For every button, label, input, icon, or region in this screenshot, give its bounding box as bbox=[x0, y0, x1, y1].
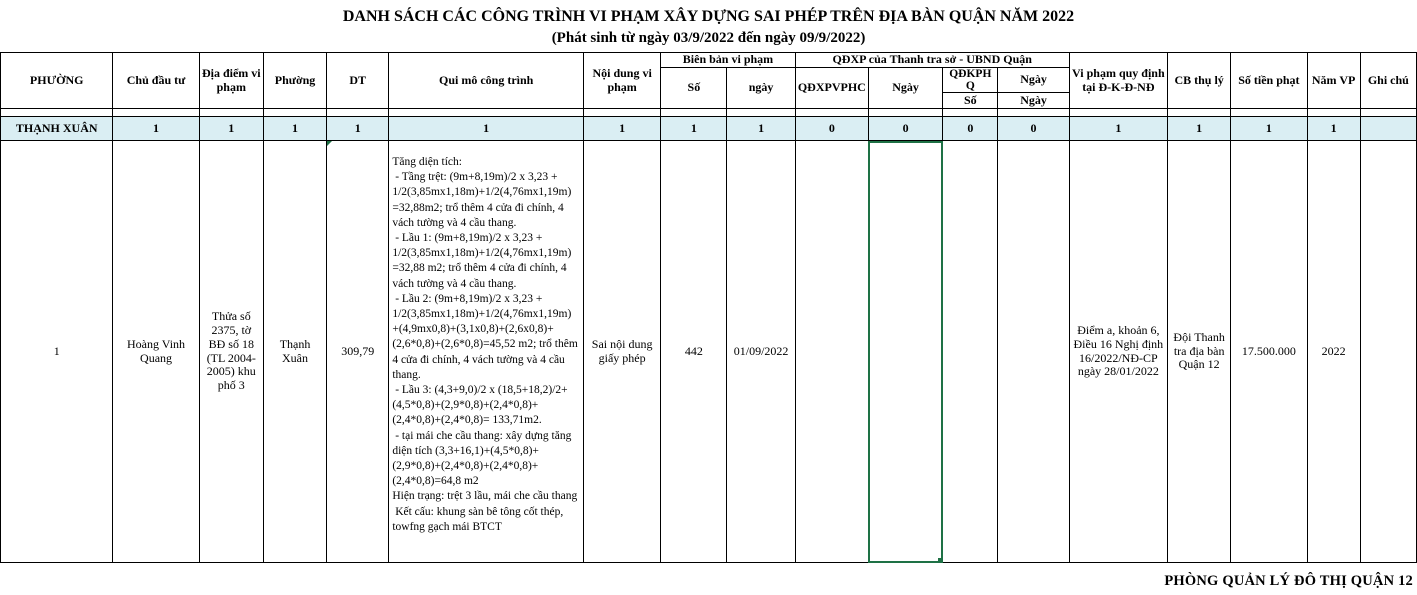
record-qdxpvphc[interactable] bbox=[795, 141, 868, 563]
header-phuong[interactable]: Phường bbox=[263, 53, 326, 109]
header-ngay-3[interactable]: Ngày bbox=[998, 93, 1069, 109]
spacer-cell[interactable] bbox=[727, 109, 795, 117]
sheet-subtitle: (Phát sinh từ ngày 03/9/2022 đến ngày 09/9/2022) bbox=[551, 30, 866, 46]
record-stt[interactable]: 1 bbox=[1, 141, 113, 563]
spacer-cell[interactable] bbox=[584, 109, 661, 117]
summary-cell[interactable]: 1 bbox=[199, 117, 263, 141]
record-cb-thu-ly[interactable]: Đội Thanh tra địa bàn Quận 12 bbox=[1168, 141, 1231, 563]
header-qdkph[interactable]: QĐKPH Q bbox=[943, 68, 998, 93]
spacer-cell[interactable] bbox=[1231, 109, 1307, 117]
record-dt[interactable] bbox=[327, 141, 389, 563]
summary-cell[interactable]: 1 bbox=[113, 117, 199, 141]
header-qdxpvphc[interactable]: QĐXPVPHC bbox=[795, 68, 868, 109]
header-bien-ban-ngay[interactable]: ngày bbox=[727, 68, 795, 109]
header-vi-pham-quy-dinh[interactable]: Vi phạm quy định tại Đ-K-Đ-NĐ bbox=[1069, 53, 1167, 109]
summary-cell[interactable]: 0 bbox=[795, 117, 868, 141]
summary-row[interactable] bbox=[1, 117, 1417, 141]
summary-cell[interactable]: 1 bbox=[727, 117, 795, 141]
summary-cell[interactable]: 1 bbox=[1168, 117, 1231, 141]
header-qdxp-group[interactable]: QĐXP của Thanh tra sở - UBND Quận bbox=[795, 53, 1069, 68]
record-dia-diem[interactable]: Thửa số 2375, tờ BĐ số 18 (TL 2004-2005) khu phố 3 bbox=[199, 141, 263, 563]
spacer-cell[interactable] bbox=[661, 109, 727, 117]
violation-table bbox=[0, 52, 1417, 563]
header-dt[interactable]: DT bbox=[327, 53, 389, 109]
record-bien-ban-so[interactable]: 442 bbox=[661, 141, 727, 563]
header-bien-ban[interactable]: Biên bản vi phạm bbox=[661, 53, 795, 68]
header-qui-mo[interactable]: Qui mô công trình bbox=[389, 53, 584, 109]
header-chu-dau-tu[interactable]: Chủ đầu tư bbox=[113, 53, 199, 109]
header-ghi-chu[interactable]: Ghi chú bbox=[1360, 53, 1416, 109]
spacer-cell[interactable] bbox=[1168, 109, 1231, 117]
summary-cell[interactable]: 1 bbox=[661, 117, 727, 141]
record-noi-dung[interactable]: Sai nội dung giấy phép bbox=[584, 141, 661, 563]
header-cb-thu-ly[interactable]: CB thụ lý bbox=[1168, 53, 1231, 109]
spacer-cell[interactable] bbox=[998, 109, 1069, 117]
spacer-cell[interactable] bbox=[113, 109, 199, 117]
summary-cell[interactable] bbox=[1360, 117, 1416, 141]
spacer-cell[interactable] bbox=[1, 109, 113, 117]
record-ngay-selected-cell[interactable] bbox=[868, 141, 942, 563]
spacer-cell[interactable] bbox=[263, 109, 326, 117]
record-dt-value: 309,79 bbox=[341, 343, 375, 358]
record-bien-ban-ngay[interactable]: 01/09/2022 bbox=[727, 141, 795, 563]
header-ngay-2[interactable]: Ngày bbox=[998, 68, 1069, 93]
header-phuong-group[interactable]: PHƯỜNG bbox=[1, 53, 113, 109]
header-dia-diem[interactable]: Địa điểm vi phạm bbox=[199, 53, 263, 109]
spacer-cell[interactable] bbox=[868, 109, 942, 117]
spacer-cell[interactable] bbox=[1307, 109, 1360, 117]
record-qui-mo[interactable] bbox=[389, 141, 584, 563]
record-so-tien-phat[interactable]: 17.500.000 bbox=[1231, 141, 1307, 563]
table-row[interactable] bbox=[1, 141, 1417, 563]
spacer-cell[interactable] bbox=[199, 109, 263, 117]
spacer-cell[interactable] bbox=[795, 109, 868, 117]
summary-cell[interactable]: 1 bbox=[327, 117, 389, 141]
record-ghi-chu[interactable] bbox=[1360, 141, 1416, 563]
spacer-cell[interactable] bbox=[389, 109, 584, 117]
summary-cell[interactable]: 1 bbox=[1069, 117, 1167, 141]
header-noi-dung[interactable]: Nội dung vi phạm bbox=[584, 53, 661, 109]
summary-cell[interactable]: 1 bbox=[263, 117, 326, 141]
header-nam-vp[interactable]: Năm VP bbox=[1307, 53, 1360, 109]
comment-indicator-icon bbox=[327, 141, 332, 146]
summary-cell[interactable]: 1 bbox=[1307, 117, 1360, 141]
fill-handle[interactable] bbox=[938, 558, 943, 563]
sheet-title: DANH SÁCH CÁC CÔNG TRÌNH VI PHẠM XÂY DỰNG SAI PHÉP TRÊN ĐỊA BÀN QUẬN NĂM 2022 bbox=[342, 8, 1075, 25]
spacer-cell[interactable] bbox=[943, 109, 998, 117]
summary-cell[interactable]: 1 bbox=[1231, 117, 1307, 141]
header-ngay[interactable]: Ngày bbox=[868, 68, 942, 109]
header-qdkph-so[interactable]: Số bbox=[943, 93, 998, 109]
record-vi-pham-quy-dinh[interactable]: Điểm a, khoản 6, Điều 16 Nghị định 16/2022/NĐ-CP ngày 28/01/2022 bbox=[1069, 141, 1167, 563]
header-bien-ban-so[interactable]: Số bbox=[661, 68, 727, 109]
record-nam-vp[interactable]: 2022 bbox=[1307, 141, 1360, 563]
record-qui-mo-text: Tăng diện tích: - Tầng trệt: (9m+8,19m)/2 x 3,23 + 1/2(3,85mx1,18m)+1/2(4,76mx1,19m) =32,88m2; trổ thêm 4 cửa đi chính, 4 vách tường và 4 cầu thang. - Lầu 1: (9m+8,19m)/2 x 3,23 + 1/2(3,85mx1,18m)+1/2(4,76mx1,19m) =32,88 m2; trổ thêm 4 cửa đi chính, 4 vách tường và 4 cầu thang. - Lầu 2: (9m+8,19m)/2 x 3,23 + 1/2(3,85mx1,18m)+1/2(4,76mx1,19m) +(4,9mx0,8)+(3,1x0,8)+(2,6x0,8)+(2,6*0,8)+(2,6*0,8)=45,52 m2; trổ thêm 4 cửa đi chính, 4 vách tường và 4 cầu thang. - Lầu 3: (4,3+9,0)/2 x (18,5+18,2)/2+(4,5*0,8)+(2,9*0,8)+(2,4*0,8)+(2,4*0,8)+(2,4*0,8)= 133,71m2. - tại mái che cầu thang: xây dựng tăng diện tích (3,3+16,1)+(4,5*0,8)+(2,9*0,8)+(2,4*0,8)+(2,4*0,8)+(2,4*0,8)=64,8 m2 Hiện trạng: trệt 3 lầu, mái che cầu thang Kết cấu: khung sàn bê tông cốt thép, towfng gạch mái BTCT bbox=[392, 156, 578, 533]
spacer-cell[interactable] bbox=[327, 109, 389, 117]
record-ngay-2[interactable] bbox=[998, 141, 1069, 563]
summary-ward[interactable]: THẠNH XUÂN bbox=[1, 117, 113, 141]
record-qdkph-so[interactable] bbox=[943, 141, 998, 563]
spacer-cell[interactable] bbox=[1360, 109, 1416, 117]
summary-cell[interactable]: 1 bbox=[389, 117, 584, 141]
record-chu-dau-tu[interactable]: Hoàng Vinh Quang bbox=[113, 141, 199, 563]
spacer-cell[interactable] bbox=[1069, 109, 1167, 117]
summary-cell[interactable]: 1 bbox=[584, 117, 661, 141]
header-so-tien-phat[interactable]: Số tiền phạt bbox=[1231, 53, 1307, 109]
summary-cell[interactable]: 0 bbox=[998, 117, 1069, 141]
record-phuong[interactable]: Thạnh Xuân bbox=[263, 141, 326, 563]
footer-signature: PHÒNG QUẢN LÝ ĐÔ THỊ QUẬN 12 bbox=[1164, 573, 1413, 589]
summary-cell[interactable]: 0 bbox=[868, 117, 942, 141]
summary-cell[interactable]: 0 bbox=[943, 117, 998, 141]
